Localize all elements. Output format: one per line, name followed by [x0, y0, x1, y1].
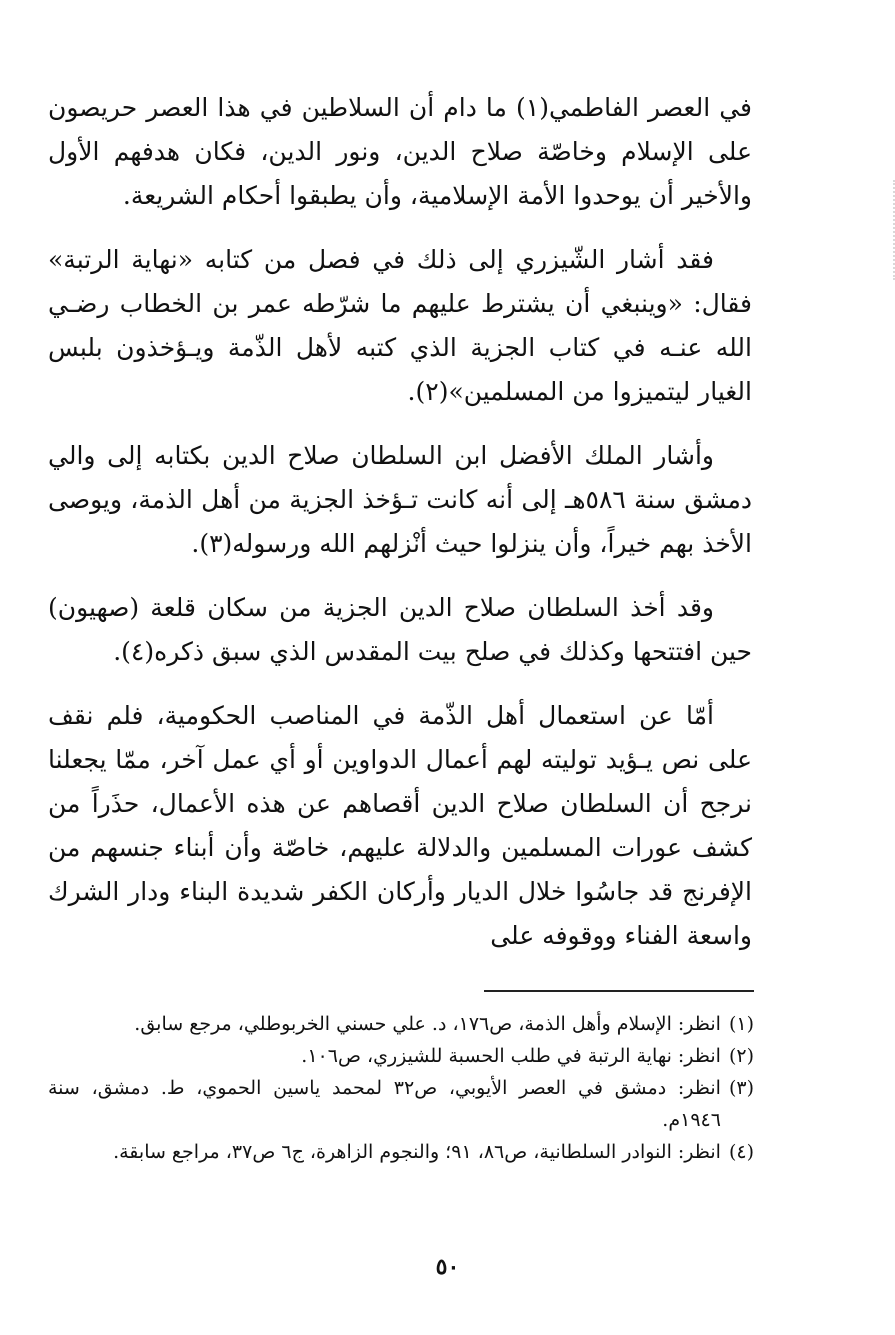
paragraph: في العصر الفاطمي(١) ما دام أن السلاطين في هذا العصر حريصون على الإسلام وخاصّة صلاح الدين، ونور الدين، فكان هدفهم الأول والأخير أن يوحدوا الأمة الإسلامية، وأن يطبقوا أحكام الشريعة. [48, 93, 753, 210]
binding-edge-marks [890, 180, 895, 280]
footnote [48, 1072, 754, 1136]
footnote-text: انظر: النوادر السلطانية، ص٨٦، ٩١؛ والنجوم الزاهرة، ج٦ ص٣٧، مراجع سابقة. [113, 1141, 721, 1163]
footnote-number: (١) [728, 1013, 754, 1035]
paragraph: وأشار الملك الأفضل ابن السلطان صلاح الدين بكتابه إلى والي دمشق سنة ٥٨٦هـ إلى أنه كانت تـؤخذ الجزية من أهل الذمة، ويوصى الأخذ بهم خيراً، وأن ينزلوا حيث أنْزلهم الله ورسوله(٣). [48, 441, 752, 558]
footnote-separator [484, 990, 754, 992]
footnote-text: انظر: دمشق في العصر الأيوبي، ص٣٢ لمحمد ياسين الحموي، ط. دمشق، سنة ١٩٤٦م. [48, 1077, 721, 1131]
page-number: ٥٠ [435, 1254, 460, 1280]
footnote-text: انظر: الإسلام وأهل الذمة، ص١٧٦، د. علي حسني الخربوطلي، مرجع سابق. [134, 1013, 721, 1035]
paragraph: أمّا عن استعمال أهل الذّمة في المناصب الحكومية، فلم نقف على نص يـؤيد توليته لهم أعمال الدواوين أو أي عمل آخر، ممّا يجعلنا نرجح أن السلطان صلاح الدين أقصاهم عن هذه الأعمال، حذَراً من كشف عورات المسلمين والدلالة عليهم، خاصّة وأن أبناء جنسهم من الإفرنج قد جاسُوا خلال الديار وأركان الكفر شديدة البناء ودار الشرك واسعة الفناء ووقوفه على [48, 701, 752, 950]
footnote-number: (٢) [728, 1045, 754, 1067]
paragraph: فقد أشار الشّيزري إلى ذلك في فصل من كتابه «نهاية الرتبة» فقال: «وينبغي أن يشترط عليهم ما شرّطه عمر بن الخطاب رضـي الله عنـه في كتاب الجزية الذي كتبه لأهل الذّمة ويـؤخذون بلبس الغيار ليتميزوا من المسلمين»(٢). [48, 245, 752, 406]
footnotes [48, 1008, 754, 1168]
footnote-number: (٣) [728, 1077, 754, 1099]
main-text [48, 86, 752, 978]
footnote-text: انظر: نهاية الرتبة في طلب الحسبة للشيزري، ص١٠٦. [301, 1045, 721, 1067]
paragraph: وقد أخذ السلطان صلاح الدين الجزية من سكان قلعة (صهيون) حين افتتحها وكذلك في صلح بيت المقدس الذي سبق ذكره(٤). [48, 593, 752, 666]
footnote [48, 1136, 754, 1168]
footnote [48, 1040, 754, 1072]
footnote [48, 1008, 754, 1040]
footnote-number: (٤) [728, 1141, 754, 1163]
